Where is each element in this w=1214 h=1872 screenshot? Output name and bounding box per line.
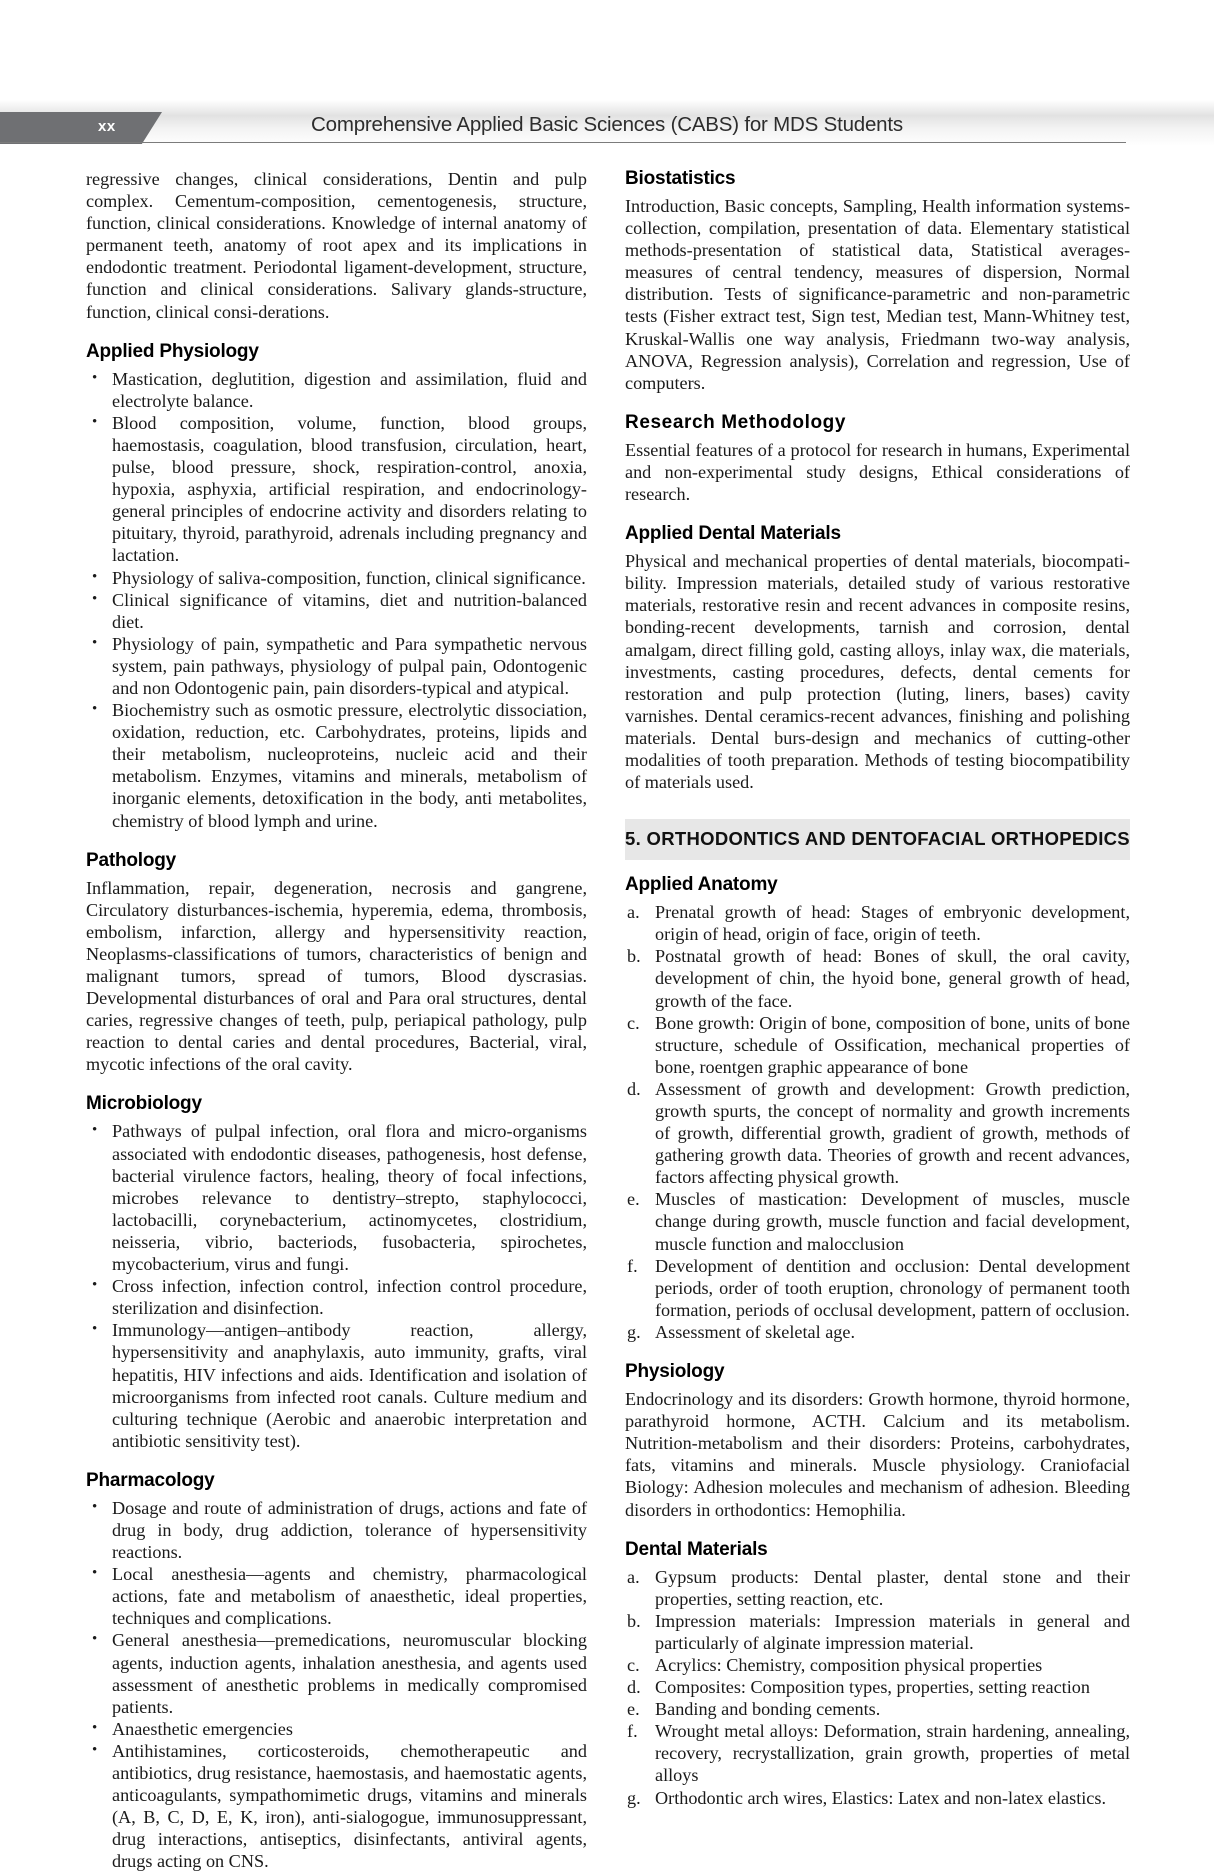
list-item: Orthodontic arch wires, Elastics: Latex and non-latex elastics. [655, 1787, 1107, 1808]
list-item: • Pathways of pulpal infection, oral flora and micro-organisms associated with endodontic diseases, pathogenesis, host defense, bacterial virulence factors, healing, theory of focal infections, microbes relevance to dentistry–strepto, staphylococci, lactobacilli, corynebacterium, actinomycetes, clostridium, neisseria, vibrio, bacteriods, fusobacteria, spirochetes, mycobacterium, virus and fungi. [86, 1120, 587, 1275]
list-item: • Dosage and route of administration of drugs, actions and fate of drug in body, drug addiction, tolerance of hypersensitivity reactions. [86, 1497, 587, 1563]
list-item: Assessment of growth and development: Growth prediction, growth spurts, the concept of normality and growth increments of growth, differential growth, gradient of growth, methods of gathering growth data. Theories of growth and recent advances, factors affecting physical growth. [655, 1078, 1130, 1188]
list-item: • Local anesthesia—agents and chemistry, pharmacological actions, fate and metabolism of anaesthetic, ideal properties, techniques and complications. [86, 1563, 587, 1629]
chapter-banner-label: 5. ORTHODONTICS AND DENTOFACIAL ORTHOPEDICS [625, 828, 1130, 850]
heading-applied-anatomy: Applied Anatomy [625, 874, 778, 896]
paragraph-applied-dental-materials: Physical and mechanical properties of dental materials, biocompati-bility. Impression materials, detailed study of various restorative materials, restorative resin and recent advances in composite resins, bonding-recent developments, tarnish and corrosion, dental amalgam, direct filling gold, casting alloys, inlay wax, die materials, investments, casting procedures, defects, dental cements for restoration and pulp protection (luting, liners, bases) cavity varnishes. Dental ceramics-recent advances, finishing and polishing materials. Dental burs-design and mechanics of cutting-other modalities of tooth preparation. Methods of testing biocompatibility of materials used. [625, 551, 1130, 793]
list-item: Development of dentition and occlusion: Dental development periods, order of tooth eruption, chronology of permanent tooth formation, periods of occlusal development, pattern of occlusion. [655, 1255, 1130, 1320]
list-item: Impression materials: Impression materials in general and particularly of alginate impression material. [655, 1610, 1130, 1653]
heading-applied-physiology: Applied Physiology [86, 340, 259, 362]
list-item: Banding and bonding cements. [655, 1699, 881, 1720]
list-pharmacology [86, 1497, 587, 1872]
paragraph-physiology: Endocrinology and its disorders: Growth hormone, thyroid hormone, parathyroid hormone, ACTH. Calcium and its metabolism. Nutrition-metabolism and their disorders: Proteins, carbohydrates, fats, vitamins and minerals. Muscle physiology. Craniofacial Biology: Adhesion molecules and mechanism of adhesion. Bleeding disorders in orthodontics: Hemophilia. [625, 1389, 1130, 1520]
heading-pharmacology: Pharmacology [86, 1469, 215, 1491]
list-item: • Immunology—antigen–antibody reaction, allergy, hypersensitivity and anaphylaxis, auto immunity, grafts, viral hepatitis, HIV infections and aids. Identification and isolation of microorganisms from infected root canals. Culture medium and culturing technique (Aerobic and anaerobic interpretation and antibiotic sensitivity test). [86, 1319, 587, 1452]
list-item: • Anaesthetic emergencies [86, 1718, 587, 1740]
list-dental-materials [625, 1566, 1130, 1809]
list-item: Assessment of skeletal age. [655, 1321, 856, 1342]
list-item: Muscles of mastication: Development of muscles, muscle change during growth, muscle function and facial development, muscle function and malocclusion [655, 1189, 1130, 1254]
heading-biostatistics: Biostatistics [625, 168, 736, 189]
heading-physiology: Physiology [625, 1361, 725, 1383]
list-item: Postnatal growth of head: Bones of skull, the oral cavity, development of chin, the hyoid bone, general growth of head, growth of the face. [655, 946, 1130, 1011]
right-column [625, 168, 1130, 1872]
list-item: • Cross infection, infection control, infection control procedure, sterilization and disinfection. [86, 1275, 587, 1319]
left-column [86, 168, 587, 1872]
heading-applied-dental-materials: Applied Dental Materials [625, 523, 841, 545]
list-item: Gypsum products: Dental plaster, dental stone and their properties, setting reaction, etc. [655, 1566, 1130, 1609]
paragraph-biostatistics: Introduction, Basic concepts, Sampling, Health information systems-collection, compilation, presentation of data. Elementary statistical methods-presentation of statistical data, Statistical averages-measures of central tendency, measures of dispersion, Normal distribution. Tests of significance-parametric and non-parametric tests (Fisher extract test, Sign test, Median test, Mann-Whitney test, Kruskal-Wallis one way analysis, Friedmann two-way analysis, ANOVA, Regression analysis), Correlation and regression, Use of computers. [625, 196, 1130, 393]
list-item: Wrought metal alloys: Deformation, strain hardening, annealing, recovery, recrystallization, grain growth, properties of metal alloys [655, 1721, 1130, 1786]
list-item: Bone growth: Origin of bone, composition of bone, units of bone structure, schedule of Ossification, mechanical properties of bone, roentgen graphic appearance of bone [655, 1012, 1130, 1077]
list-item: Prenatal growth of head: Stages of embryonic development, origin of head, origin of face, origin of teeth. [655, 902, 1130, 945]
list-item: • Physiology of saliva-composition, function, clinical significance. [86, 567, 587, 589]
header-divider-rule [0, 142, 1126, 143]
list-item: • Blood composition, volume, function, blood groups, haemostasis, coagulation, blood transfusion, circulation, heart, pulse, blood pressure, shock, respiration-control, anoxia, hypoxia, asphyxia, artificial respiration, and endocrinology-general principles of endocrine activity and disorders relating to pituitary, thyroid, parathyroid, adrenals including pregnancy and lactation. [86, 412, 587, 567]
page-number: xx [98, 118, 116, 135]
chapter-banner [625, 819, 1130, 860]
heading-research-methodology: Research Methodology [625, 411, 847, 433]
list-microbiology [86, 1120, 587, 1451]
paragraph-research-methodology: Essential features of a protocol for research in humans, Experimental and non-experimental study designs, Ethical considerations of research. [625, 439, 1130, 505]
heading-dental-materials: Dental Materials [625, 1538, 768, 1560]
list-item: Composites: Composition types, properties, setting reaction [655, 1677, 1090, 1698]
heading-pathology: Pathology [86, 849, 177, 871]
page-running-header [0, 0, 1214, 150]
list-item: • General anesthesia—premedications, neuromuscular blocking agents, induction agents, inhalation anesthesia, and agents used assessment of anesthetic problems in medically compromised patients. [86, 1629, 587, 1717]
list-applied-physiology [86, 368, 587, 832]
list-item: • Clinical significance of vitamins, diet and nutrition-balanced diet. [86, 589, 587, 633]
list-item: • Mastication, deglutition, digestion and assimilation, fluid and electrolyte balance. [86, 368, 587, 412]
book-title: Comprehensive Applied Basic Sciences (CABS) for MDS Students [311, 113, 903, 136]
paragraph-pathology: Inflammation, repair, degeneration, necrosis and gangrene, Circulatory disturbances-ischemia, hyperemia, edema, thrombosis, embolism, infarction, allergy and hypersensitivity reaction, Neoplasms-classifications of tumors, characteristics of benign and malignant tumors, spread of tumors, Blood dyscrasias. Developmental disturbances of oral and Para oral structures, dental caries, regressive changes of teeth, pulp, periapical pathology, pulp reaction to dental caries and dental procedures, Bacterial, viral, mycotic infections of the oral cavity. [86, 877, 587, 1075]
list-item: • Antihistamines, corticosteroids, chemotherapeutic and antibiotics, drug resistance, haemostasis, and haemostatic agents, anticoagulants, sympathomimetic drugs, vitamins and minerals (A, B, C, D, E, K, iron), anti-sialogogue, immunosuppressant, drug interactions, antiseptics, disinfectants, antiviral agents, drugs acting on CNS. [86, 1740, 587, 1872]
list-item: • Physiology of pain, sympathetic and Para sympathetic nervous system, pain pathways, physiology of pulpal pain, Odontogenic and non Odontogenic pain, pain disorders-typical and atypical. [86, 633, 587, 699]
page-columns [0, 168, 1214, 1872]
intro-paragraph: regressive changes, clinical considerations, Dentin and pulp complex. Cementum-composition, cementogenesis, structure, function, clinical considerations. Knowledge of internal anatomy of permanent teeth, anatomy of root apex and its implications in endodontic treatment. Periodontal ligament-development, structure, function and clinical considerations. Salivary glands-structure, function, clinical consi-derations. [86, 169, 587, 322]
heading-microbiology: Microbiology [86, 1093, 202, 1115]
list-applied-anatomy [625, 901, 1130, 1343]
list-item: Acrylics: Chemistry, composition physical properties [655, 1654, 1043, 1675]
list-item: • Biochemistry such as osmotic pressure, electrolytic dissociation, oxidation, reduction, etc. Carbohydrates, proteins, lipids and their metabolism, nucleoproteins, nucleic acid and their metabolism. Enzymes, vitamins and minerals, metabolism of inorganic elements, detoxification in the body, anti metabolites, chemistry of blood lymph and urine. [86, 699, 587, 832]
